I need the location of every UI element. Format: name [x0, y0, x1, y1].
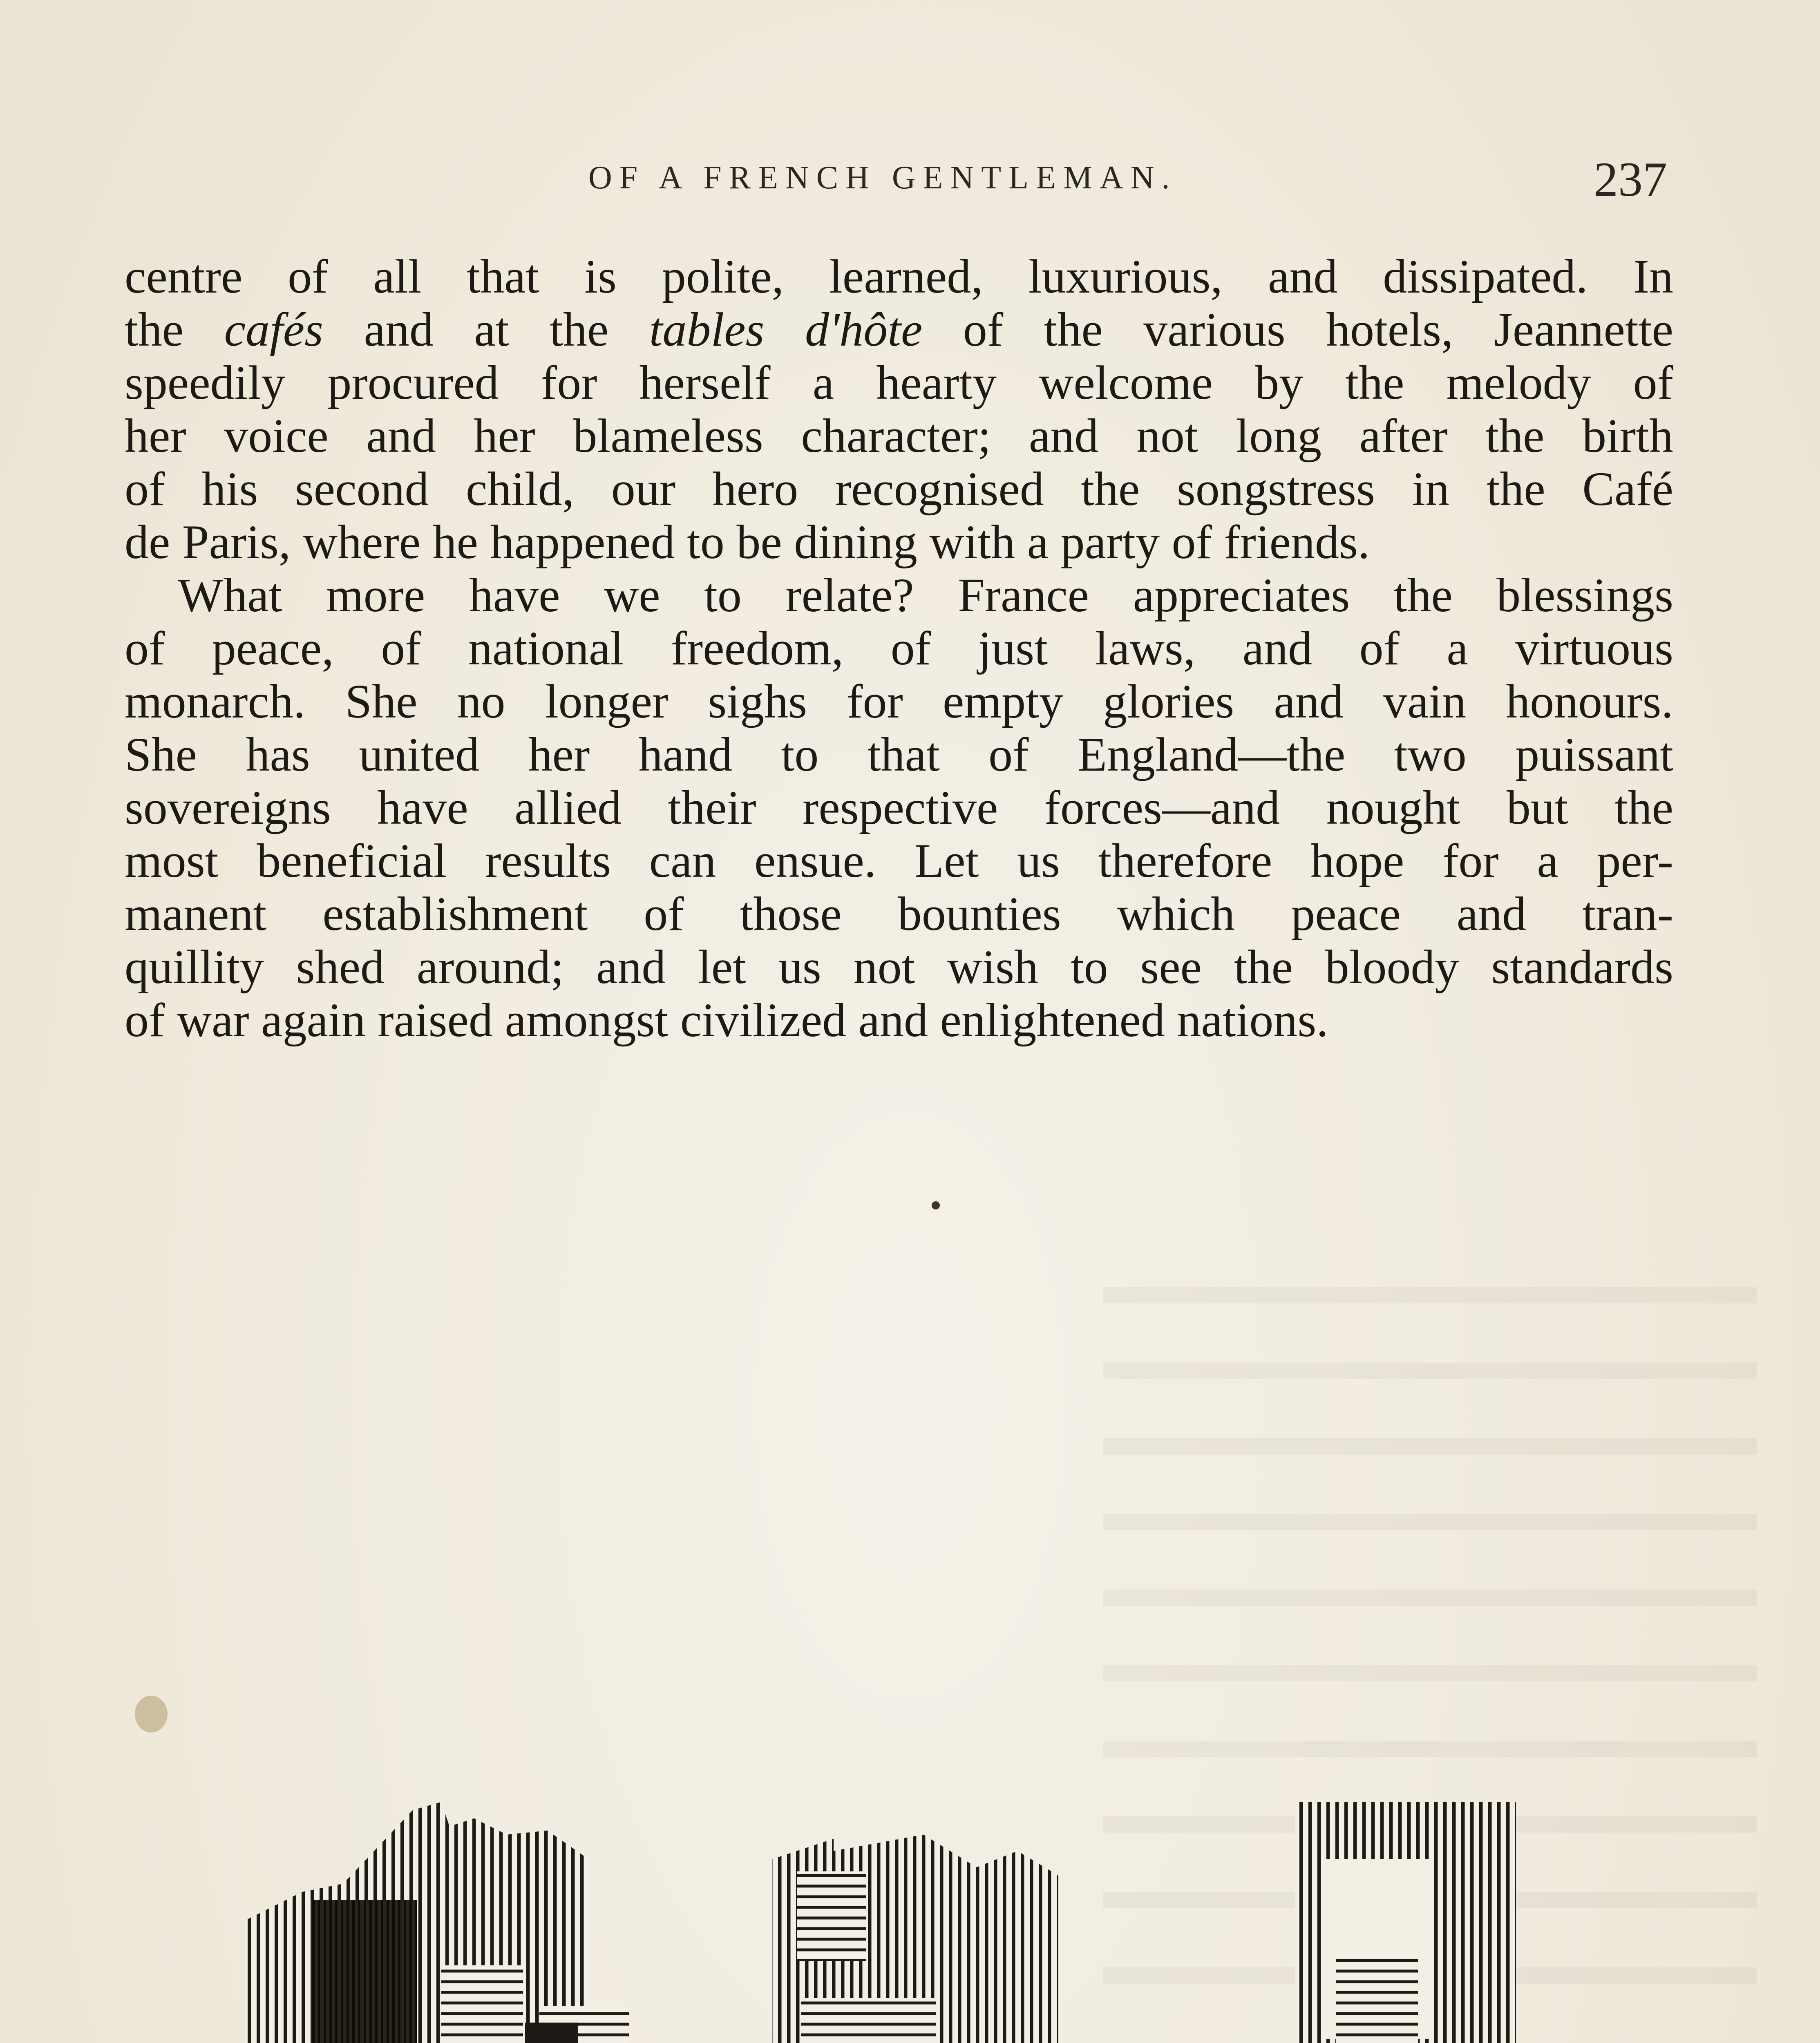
text-run: sovereigns have allied their respective forces—and nought but the [125, 781, 1673, 834]
text-run: her voice and her blameless character; and not long after the birth [125, 409, 1673, 463]
text-line [125, 941, 1673, 994]
text-line [125, 303, 1673, 356]
text-run: of peace, of national freedom, of just laws, and of a virtuous [125, 621, 1673, 675]
ruined-wall-left [245, 1802, 711, 2043]
text-run: the [125, 303, 224, 356]
text-run: of the various hotels, Jeannette [922, 303, 1673, 356]
text-run: of his second child, our hero recognised the songstress in the Café [125, 462, 1673, 516]
text-line [125, 675, 1673, 728]
text-run: She has united her hand to that of England—the two puissant [125, 728, 1673, 781]
ink-speck [932, 1201, 940, 1209]
text-run: centre of all that is polite, learned, luxurious, and dissipated. In [125, 250, 1673, 303]
text-line [125, 887, 1673, 941]
text-line [125, 356, 1673, 409]
body-text [125, 250, 1673, 1047]
text-line [125, 781, 1673, 834]
text-line [125, 463, 1673, 516]
text-line [125, 834, 1673, 887]
text-run: most beneficial results can ensue. Let us therefore hope for a per- [125, 834, 1673, 887]
text-line [125, 569, 1673, 622]
text-line [125, 622, 1673, 675]
text-run: quillity shed around; and let us not wish to see the bloody standards [125, 940, 1673, 994]
page-number: 237 [1594, 152, 1667, 206]
foxing-stain [135, 1696, 168, 1732]
text-run: What more have we to relate? France appreciates the blessings [178, 568, 1673, 622]
italic-phrase: cafés [224, 303, 324, 356]
text-run: monarch. She no longer sighs for empty glories and vain honours. [125, 675, 1673, 728]
text-line [125, 409, 1673, 463]
ruined-wall-center [772, 1835, 1234, 2043]
ruined-arch-right [1275, 1802, 1536, 2043]
text-run: speedily procured for herself a hearty welcome by the melody of [125, 356, 1673, 409]
text-line [125, 994, 1673, 1047]
text-run: de Paris, where he happened to be dining with a party of friends. [125, 515, 1370, 569]
engraving-illustration [221, 1777, 1626, 2043]
text-line [125, 728, 1673, 781]
italic-phrase: tables d'hôte [649, 303, 923, 356]
text-line [125, 250, 1673, 303]
running-head: OF A FRENCH GENTLEMAN. [588, 160, 1177, 196]
text-run: and at the [323, 303, 649, 356]
text-run: manent establishment of those bounties which peace and tran- [125, 887, 1673, 941]
text-run: of war again raised amongst civilized and enlightened nations. [125, 993, 1328, 1047]
text-line [125, 516, 1673, 569]
